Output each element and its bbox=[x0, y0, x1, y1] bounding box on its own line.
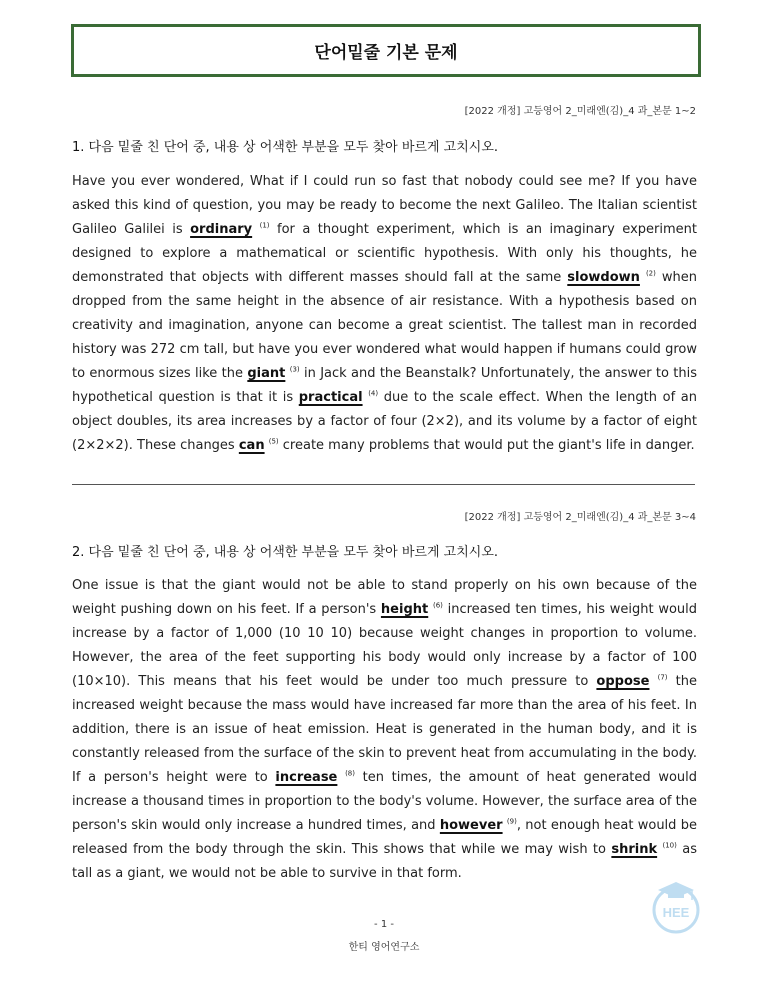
passage-text: increased ten times, his weight would increase by a factor of 1,000 (10 10 10) because weight changes in proportion to volume. However, the area of the feet supporting his body would only increase by a factor of 100 (10×10). This means that his feet would be under too much pressure to bbox=[72, 602, 698, 689]
passage-text: One issue is that the giant would not be able to stand properly on his own because of the weight pushing down on his feet. If a person's bbox=[72, 578, 697, 617]
question-number: (7) bbox=[657, 673, 668, 682]
underlined-word: can bbox=[238, 438, 265, 453]
page-number: - 1 - bbox=[374, 919, 394, 930]
question-number: (1) bbox=[259, 221, 270, 230]
underlined-word: shrink bbox=[611, 842, 658, 857]
underlined-word: increase bbox=[275, 770, 338, 785]
question-number: (3) bbox=[289, 365, 300, 374]
passage-text: the increased weight because the mass would have increased far more than the area of his feet. In addition, there is an issue of heat emission. Heat is generated in the human body, and it is constantly released from the surface of the skin to prevent heat from accumulating in the body. If a person's height were to bbox=[72, 674, 697, 785]
underlined-word: oppose bbox=[596, 674, 650, 689]
title-box bbox=[71, 24, 701, 77]
question-number: (2) bbox=[645, 269, 656, 278]
question-number: (10) bbox=[662, 841, 677, 850]
underlined-word: height bbox=[380, 602, 429, 617]
question-number: (8) bbox=[345, 769, 355, 778]
passage-text: for a thought experiment, which is an imaginary experiment designed to explore a mathematical or scientific hypothesis. With only his thoughts, he demonstrated that objects with different masses should fall at the same bbox=[72, 222, 697, 285]
section-divider bbox=[72, 484, 695, 485]
question-2-source: [2022 개정] 고등영어 2_미래엔(김)_4 과_본문 3~4 bbox=[464, 512, 696, 523]
passage-text: , not enough heat would be released from the body through the skin. This shows that while we may wish to bbox=[72, 818, 697, 857]
passage-text: when dropped from the same height in the absence of air resistance. With a hypothesis based on creativity and imagination, anyone can become a great scientist. The tallest man in recorded history was 272 cm tall, but have you ever wondered what would happen if humans could grow to enormous sizes like the bbox=[72, 270, 697, 381]
graduation-cap-icon bbox=[658, 882, 694, 900]
passage-text: create many problems that would put the giant's life in danger. bbox=[278, 438, 695, 453]
passage-text: ten times, the amount of heat generated would increase a thousand times in proportion to the body's volume. However, the surface area of the person's skin would only increase a hundred times, and bbox=[72, 770, 698, 833]
underlined-word: practical bbox=[298, 390, 363, 405]
question-1-source: [2022 개정] 고등영어 2_미래엔(김)_4 과_본문 1~2 bbox=[464, 106, 696, 117]
question-1-instruction: 1. 다음 밑줄 친 단어 중, 내용 상 어색한 부분을 모두 찾아 바르게 고치시오. bbox=[72, 140, 499, 155]
question-number: (5) bbox=[268, 437, 279, 446]
question-2-instruction: 2. 다음 밑줄 친 단어 중, 내용 상 어색한 부분을 모두 찾아 바르게 고치시오. bbox=[72, 545, 499, 560]
watermark-text: HEE bbox=[662, 905, 690, 920]
underlined-word: ordinary bbox=[190, 222, 253, 237]
underlined-word: however bbox=[439, 818, 503, 833]
passage-text: as tall as a giant, we would not be able to survive in that form. bbox=[72, 842, 697, 881]
passage-text: Have you ever wondered, What if I could run so fast that nobody could see me? If you have asked this kind of question, you may be ready to become the next Galileo. The Italian scientist Galileo Galilei is bbox=[72, 174, 697, 237]
passage-text: in Jack and the Beanstalk? Unfortunately, the answer to this hypothetical question is that it is bbox=[72, 366, 698, 405]
page-title: 단어밑줄 기본 문제 bbox=[314, 43, 458, 63]
question-number: (6) bbox=[432, 601, 443, 610]
question-1-passage bbox=[72, 170, 697, 458]
question-number: (4) bbox=[368, 389, 379, 398]
hee-logo-watermark bbox=[648, 878, 704, 934]
underlined-word: giant bbox=[247, 366, 286, 381]
question-number: (9) bbox=[506, 817, 517, 826]
footer-organization: 한티 영어연구소 bbox=[348, 942, 420, 953]
question-2-passage bbox=[72, 574, 697, 886]
passage-text: due to the scale effect. When the length of an object doubles, its area increases by a factor of four (2×2), and its volume by a factor of eight (2×2×2). These changes bbox=[72, 390, 697, 453]
underlined-word: slowdown bbox=[567, 270, 640, 285]
